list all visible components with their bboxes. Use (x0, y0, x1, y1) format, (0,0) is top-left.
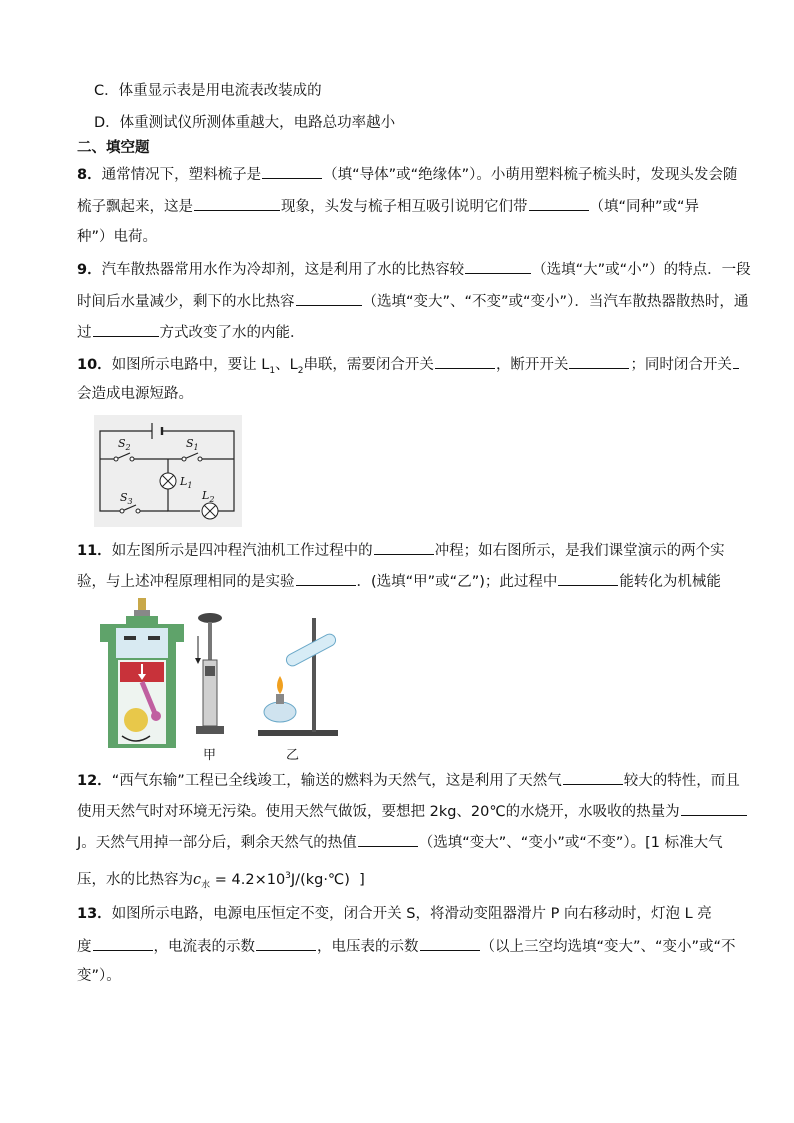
answer-blank (681, 801, 747, 816)
q9-line1 (77, 259, 751, 280)
test-tube-apparatus-yi (254, 618, 346, 742)
answer-blank (296, 571, 356, 586)
label-s2: S (118, 437, 126, 450)
q9-text: 汽车散热器常用水作为冷却剂，这是利用了水的比热容较 (101, 262, 465, 278)
answer-blank (358, 832, 418, 847)
q12-number: 12． (77, 773, 112, 789)
q11-text: 冲程；如右图所示，是我们课堂演示的两个实 (434, 543, 725, 559)
answer-blank (569, 354, 629, 369)
piston-block (205, 666, 215, 676)
formula-value: = 4.2×10 (210, 871, 286, 888)
q8-line1 (77, 164, 737, 185)
q7-option-c: C．体重显示表是用电流表改装成的 (94, 83, 322, 99)
q11-text: 验，与上述冲程原理相同的是实验 (77, 574, 295, 590)
q12-text: 压，水的比热容为 (77, 871, 193, 888)
plunger-cap (198, 613, 222, 623)
q8-text: 梳子飘起来，这是 (77, 199, 193, 215)
label-l2: L (202, 489, 210, 502)
q11-text: 能转化为机械能 (619, 574, 721, 590)
q11-text: 如左图所示是四冲程汽油机工作过程中的 (111, 543, 373, 559)
spark-plug-icon (138, 598, 146, 612)
lamp-wick (276, 694, 284, 704)
q13-text: ，电压表的示数 (317, 939, 419, 955)
label-sub: 1 (187, 481, 193, 490)
q13-text: 如图所示电路，电源电压恒定不变，闭合开关 S，将滑动变阻器滑片 P 向右移动时，灯泡 L 亮 (111, 906, 712, 922)
q12-text: 使用天然气时对环境无污染。使用天然气做饭，要想把 2kg、20℃的水烧开，水吸收的热量为 (77, 804, 680, 820)
flame-icon (277, 676, 283, 694)
alcohol-lamp-icon (264, 702, 296, 722)
answer-blank (435, 354, 495, 369)
answer-blank (262, 164, 322, 179)
q10-text: 串联，需要闭合开关 (303, 357, 434, 373)
q12-line3 (77, 832, 723, 853)
formula-unit: J/(kg·℃) (290, 871, 350, 888)
answer-blank (256, 936, 316, 951)
label-sub: 2 (125, 443, 131, 452)
q9-text: （选填“大”或“小”）的特点．一段 (532, 262, 751, 278)
q12-text: 较大的特性，而且 (623, 773, 740, 789)
push-arrow-head (195, 658, 201, 664)
subscript: 1 (269, 365, 276, 376)
section-title: 二、填空题 (77, 140, 150, 156)
stand-base (196, 726, 224, 734)
test-tube-icon (284, 632, 337, 668)
q8-number: 8． (77, 167, 102, 183)
q8-text: 通常情况下，塑料梳子是 (101, 167, 262, 183)
q8-text: （填“导体”或“绝缘体”）。小萌用塑料梳子梳头时，发现头发会随 (323, 167, 738, 183)
switch-contact (198, 457, 202, 461)
label-sub: 3 (127, 497, 133, 506)
q13-text: （以上三空均选填“变大”、“变小”或“不 (480, 939, 736, 955)
q11-line1 (77, 540, 725, 561)
switch-contact (182, 457, 186, 461)
subscript: 2 (297, 365, 304, 376)
q12-line2 (77, 801, 748, 822)
q13-line2 (77, 936, 736, 957)
stand-base (258, 730, 338, 736)
q12-text: “西气东输”工程已全线竣工，输送的燃料为天然气，这是利用了天然气 (111, 773, 562, 789)
q8-text: 现象，头发与梳子相互吸引说明它们带 (281, 199, 528, 215)
specific-heat-symbol: c (193, 871, 202, 888)
q10-line2: 会造成电源短路。 (77, 386, 193, 402)
q10-text: ，断开开关 (495, 357, 569, 373)
q9-line3 (77, 322, 305, 343)
label-sub: 1 (193, 443, 199, 452)
answer-blank (93, 322, 159, 337)
switch-contact (114, 457, 118, 461)
superscript: 3 (285, 871, 291, 881)
answer-blank (563, 770, 623, 785)
switch-contact (130, 457, 134, 461)
crank-pin (151, 711, 161, 721)
bracket-close: ] (359, 871, 365, 888)
q8-text: （填“同种”或“异 (589, 199, 700, 215)
q12-text: J。天然气用掉一部分后，剩余天然气的热值 (77, 835, 357, 851)
q9-number: 9． (77, 262, 102, 278)
q8-line3: 种”）电荷。 (77, 229, 158, 245)
q12-line4 (77, 866, 365, 896)
q10-number: 10． (77, 357, 112, 373)
exhaust-valve (148, 636, 160, 640)
label-sub: 2 (209, 495, 215, 504)
spark-plug-base (134, 610, 150, 616)
label-s3: S (120, 491, 128, 504)
answer-blank (194, 196, 280, 211)
q11-number: 11． (77, 543, 112, 559)
q13-line3: 变”）。 (77, 968, 121, 984)
subscript: 水 (201, 880, 211, 891)
q10-text: ；同时闭合开关 (630, 357, 732, 373)
q10-text: 、L (275, 357, 298, 373)
label-s1: S (186, 437, 194, 450)
q12-text: （选填“变大”、“变小”或“不变”）。[1 标准大气 (418, 835, 723, 851)
answer-blank (374, 540, 434, 555)
answer-blank (296, 291, 362, 306)
q9-text: 时间后水量减少，剩下的水比热容 (77, 294, 295, 310)
q13-text: 度 (77, 939, 92, 955)
answer-blank (558, 571, 618, 586)
q7-option-d: D．体重测试仪所测体重越大，电路总功率越小 (94, 115, 396, 131)
q9-line2 (77, 291, 748, 312)
switch-contact (136, 509, 140, 513)
combustion-chamber (116, 628, 168, 658)
q11-line2 (77, 571, 721, 592)
q13-text: ，电流表的示数 (153, 939, 255, 955)
label-l1: L (180, 475, 188, 488)
answer-blank (733, 354, 739, 369)
q13-line1 (77, 904, 712, 924)
q9-text: 方式改变了水的内能． (159, 325, 305, 341)
q12-line1 (77, 770, 740, 791)
q9-text: 过 (77, 325, 92, 341)
q8-line2 (77, 196, 699, 217)
compression-apparatus-jia (192, 612, 228, 740)
q10-text: 如图所示电路中，要让 L (111, 357, 270, 373)
switch-contact (120, 509, 124, 513)
answer-blank (529, 196, 589, 211)
stand-rod (312, 618, 316, 732)
q13-number: 13． (77, 906, 112, 922)
answer-blank (93, 936, 153, 951)
q11-text: ．(选填“甲”或“乙”)；此过程中 (356, 574, 558, 590)
answer-blank (420, 936, 480, 951)
plunger-rod (208, 622, 212, 660)
crankshaft-icon (124, 708, 148, 732)
intake-valve (124, 636, 136, 640)
answer-blank (465, 259, 531, 274)
q9-text: （选填“变大”、“不变”或“变小”）．当汽车散热器散热时，通 (362, 294, 749, 310)
engine-cylinder-diagram (96, 598, 188, 754)
caption-jia: 甲 (203, 748, 217, 763)
caption-yi: 乙 (286, 748, 300, 763)
q10-line1 (77, 354, 740, 381)
circuit-diagram (94, 415, 242, 527)
